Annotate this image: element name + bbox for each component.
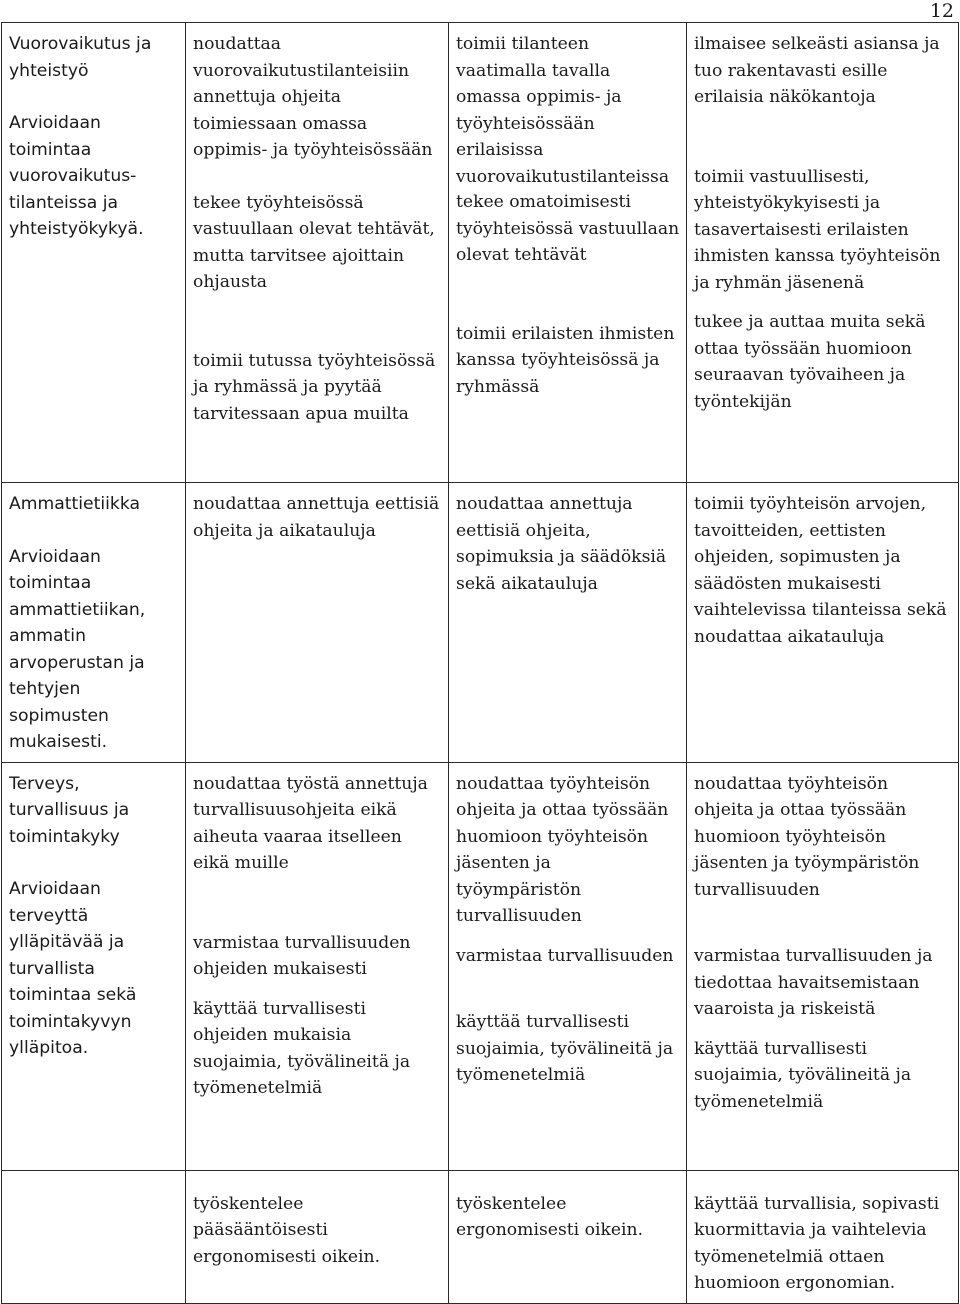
criteria-cell-excellent bbox=[687, 762, 959, 1170]
criteria-text: ilmaisee selkeästi asiansa ja tuo rakentavasti esille erilaisia näkökantoja bbox=[694, 34, 940, 107]
criteria-cell-good bbox=[449, 483, 687, 763]
subject-cell-empty bbox=[2, 1170, 186, 1303]
criteria-text: tekee työyhteisössä vastuullaan olevat tehtävät, mutta tarvitsee ajoittain ohjausta bbox=[193, 192, 435, 292]
table-row-ergonomia bbox=[2, 1170, 959, 1303]
criteria-cell-satisfactory bbox=[186, 23, 449, 483]
criteria-cell-satisfactory bbox=[186, 762, 449, 1170]
criteria-text: noudattaa annettuja eettisiä ohjeita, sopimuksia ja säädöksiä sekä aikatauluja bbox=[456, 494, 667, 594]
criteria-text: toimii tutussa työyhteisössä ja ryhmässä ja pyytää tarvitessaan apua muilta bbox=[193, 350, 436, 424]
criteria-text: käyttää turvallisesti suojaimia, työvälineitä ja työmenetelmiä bbox=[456, 1012, 674, 1085]
criteria-text: toimii erilaisten ihmisten kanssa työyhteisössä ja ryhmässä bbox=[456, 323, 675, 397]
assessment-criteria-table bbox=[1, 22, 959, 1304]
criteria-cell-satisfactory bbox=[186, 483, 449, 763]
criteria-text: noudattaa vuorovaikutustilanteisiin annettuja ohjeita toimiessaan omassa oppimis- ja työyhteisössään bbox=[193, 34, 433, 160]
subject-title: Vuorovaikutus ja yhteistyö bbox=[9, 34, 152, 81]
criteria-text: noudattaa työyhteisön ohjeita ja ottaa työssään huomioon työyhteisön jäsenten ja työympäristön turvallisuuden bbox=[694, 773, 920, 900]
page-number: 12 bbox=[929, 0, 954, 22]
criteria-cell-satisfactory bbox=[186, 1170, 449, 1303]
subject-description: Arvioidaan toimintaa vuorovaikutus-tilanteissa ja yhteistyökykyä. bbox=[9, 113, 144, 239]
criteria-text: toimii vastuullisesti, yhteistyökykyisesti ja tasavertaisesti erilaisten ihmisten kanssa työyhteisön ja ryhmän jäsenenä bbox=[694, 166, 941, 293]
criteria-cell-good bbox=[449, 1170, 687, 1303]
subject-description: Arvioidaan toimintaa ammattietiikan, ammatin arvoperustan ja tehtyjen sopimusten mukaisesti. bbox=[9, 546, 146, 752]
subject-cell bbox=[2, 483, 186, 763]
table-row-terveys bbox=[2, 762, 959, 1170]
criteria-cell-excellent bbox=[687, 1170, 959, 1303]
criteria-text: tukee ja auttaa muita sekä ottaa työssään huomioon seuraavan työvaiheen ja työntekijän bbox=[694, 312, 926, 412]
criteria-text: työskentelee pääsääntöisesti ergonomisesti oikein. bbox=[193, 1193, 381, 1267]
criteria-text: varmistaa turvallisuuden bbox=[456, 945, 674, 966]
criteria-cell-excellent bbox=[687, 23, 959, 483]
criteria-text: noudattaa työyhteisön ohjeita ja ottaa työssään huomioon työyhteisön jäsenten ja työympäristön turvallisuuden bbox=[456, 773, 669, 926]
subject-title: Terveys, turvallisuus ja toimintakyky bbox=[9, 773, 130, 847]
criteria-cell-good bbox=[449, 762, 687, 1170]
criteria-text: käyttää turvallisia, sopivasti kuormittavia ja vaihtelevia työmenetelmiä ottaen huomioon ergonomian. bbox=[694, 1193, 940, 1293]
table-row-vuorovaikutus bbox=[2, 23, 959, 483]
criteria-cell-good bbox=[449, 23, 687, 483]
criteria-text: varmistaa turvallisuuden ja tiedottaa havaitsemistaan vaaroista ja riskeistä bbox=[694, 946, 933, 1019]
subject-cell bbox=[2, 762, 186, 1170]
criteria-text: käyttää turvallisesti ohjeiden mukaisia suojaimia, työvälineitä ja työmenetelmiä bbox=[193, 998, 411, 1098]
criteria-text: noudattaa työstä annettuja turvallisuusohjeita eikä aiheuta vaaraa itselleen eikä muille bbox=[193, 773, 428, 873]
criteria-text: käyttää turvallisesti suojaimia, työvälineitä ja työmenetelmiä bbox=[694, 1038, 912, 1112]
subject-title: Ammattietiikka bbox=[9, 494, 141, 514]
subject-cell bbox=[2, 23, 186, 483]
criteria-text: noudattaa annettuja eettisiä ohjeita ja aikatauluja bbox=[193, 494, 440, 541]
criteria-cell-excellent bbox=[687, 483, 959, 763]
subject-description: Arvioidaan terveyttä ylläpitävää ja turvallista toimintaa sekä toimintakyvyn ylläpitoa. bbox=[9, 879, 137, 1058]
criteria-text: toimii työyhteisön arvojen, tavoitteiden, eettisten ohjeiden, sopimusten ja säädösten mukaisesti vaihtelevissa tilanteissa sekä noudattaa aikatauluja bbox=[694, 494, 947, 647]
criteria-text: tekee omatoimisesti työyhteisössä vastuullaan olevat tehtävät bbox=[456, 192, 680, 265]
criteria-text: varmistaa turvallisuuden ohjeiden mukaisesti bbox=[193, 932, 411, 979]
criteria-text: toimii tilanteen vaatimalla tavalla omassa oppimis- ja työyhteisössään erilaisissa vuorovaikutustilanteissa bbox=[456, 34, 670, 187]
criteria-text: työskentelee ergonomisesti oikein. bbox=[456, 1193, 644, 1240]
table-row-ammattietiikka bbox=[2, 483, 959, 763]
